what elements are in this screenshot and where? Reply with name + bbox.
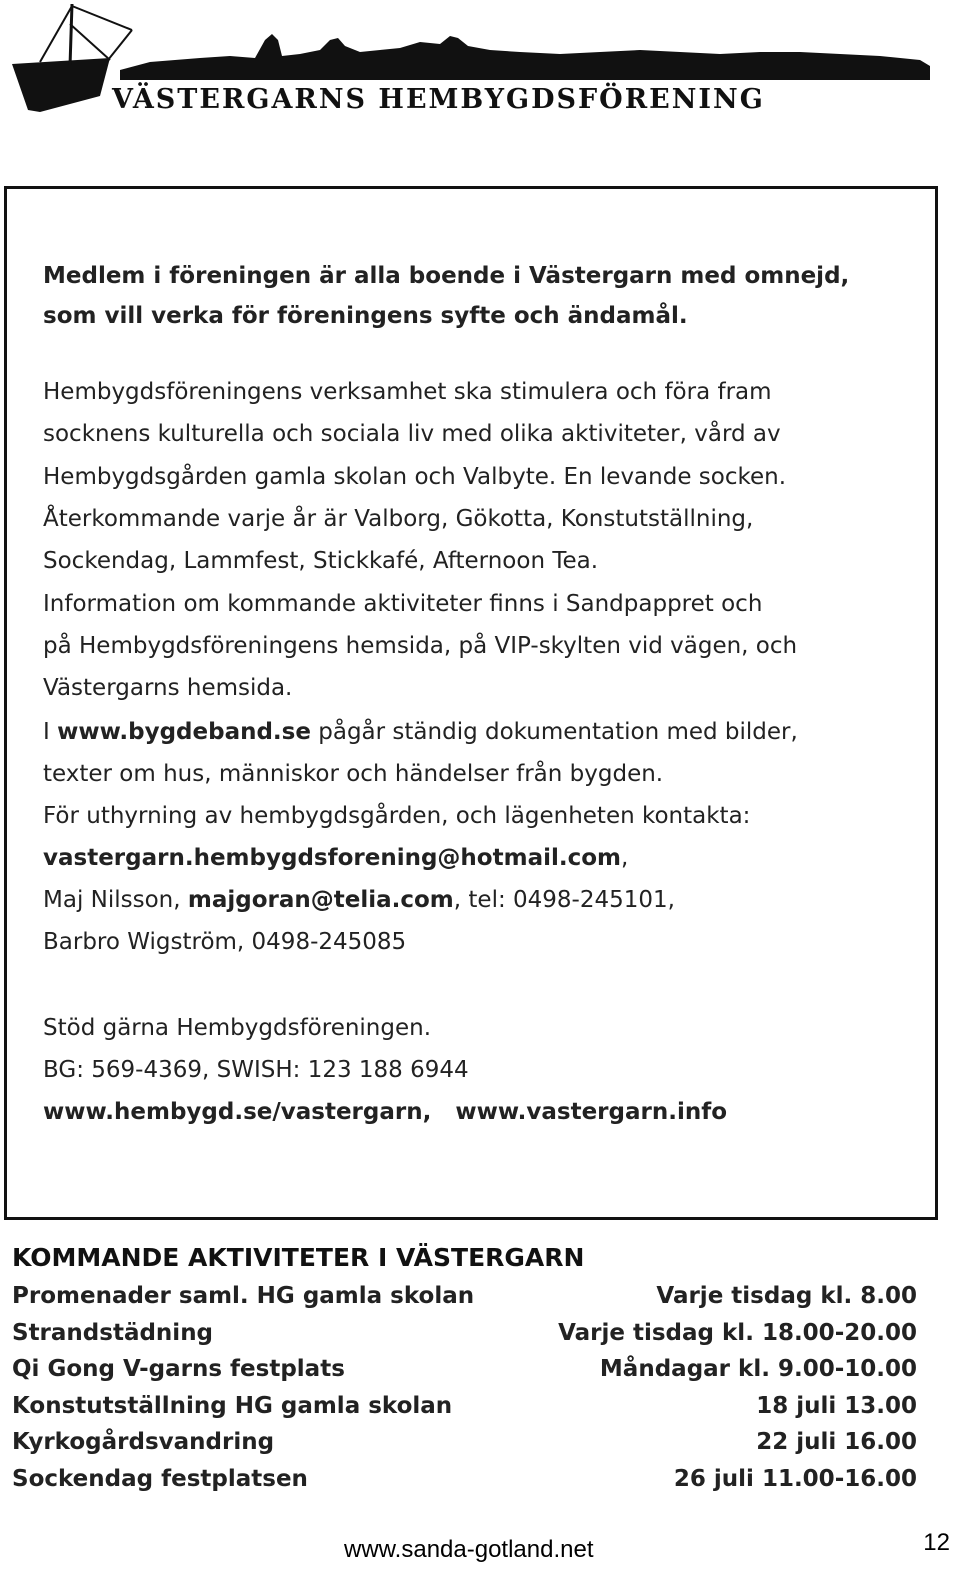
activity-row: [12, 1424, 917, 1461]
info-line: Västergarns hemsida.: [43, 675, 293, 701]
activities-section: [12, 1238, 917, 1497]
activity-name: Sockendag festplatsen: [12, 1465, 308, 1492]
info-line: Sockendag, Lammfest, Stickkafé, Afternoon Tea.: [43, 548, 599, 574]
contact-email-line: [43, 837, 628, 879]
page-number: 12: [923, 1529, 950, 1556]
maj-name: Maj Nilsson,: [43, 887, 188, 913]
vastergarn-info-link[interactable]: www.vastergarn.info: [455, 1099, 728, 1125]
activity-row: [12, 1278, 917, 1315]
documentation-line-2: texter om hus, människor och händelser från bygden.: [43, 761, 664, 787]
header: [0, 0, 960, 130]
rental-line: För uthyrning av hembygdsgården, och lägenheten kontakta:: [43, 803, 751, 829]
activities-title: KOMMANDE AKTIVITETER I VÄSTERGARN: [12, 1243, 585, 1272]
activity-name: Qi Gong V-garns festplats: [12, 1356, 345, 1382]
maj-contact-line: [43, 879, 675, 921]
activity-name: Konstutställning HG gamla skolan: [12, 1392, 453, 1419]
activity-time: Varje tisdag kl. 18.00-20.00: [558, 1319, 917, 1346]
support-line: Stöd gärna Hembygdsföreningen.: [43, 1015, 432, 1041]
activity-name: Strandstädning: [12, 1319, 214, 1346]
info-line: socknens kulturella och sociala liv med olika aktiviteter, vård av: [43, 421, 781, 447]
bygdeband-link[interactable]: www.bygdeband.se: [57, 719, 311, 745]
activity-row: [12, 1461, 917, 1498]
activity-row: [12, 1315, 917, 1352]
activity-name: Promenader saml. HG gamla skolan: [12, 1283, 475, 1309]
info-line: på Hembygdsföreningens hemsida, på VIP-skylten vid vägen, och: [43, 633, 798, 659]
activity-row: [12, 1351, 917, 1388]
info-line: Hembygdsföreningens verksamhet ska stimulera och föra fram: [43, 379, 772, 405]
activity-time: 26 juli 11.00-16.00: [673, 1465, 917, 1492]
info-line: Hembygdsgården gamla skolan och Valbyte. En levande socken.: [43, 464, 787, 490]
email-suffix: ,: [621, 845, 629, 871]
maj-email-link[interactable]: majgoran@telia.com: [187, 887, 454, 913]
doc-prefix: I: [43, 719, 58, 745]
url-line: [43, 1091, 727, 1133]
barbro-contact-line: Barbro Wigström, 0498-245085: [43, 929, 407, 955]
footer-url[interactable]: www.sanda-gotland.net: [344, 1536, 594, 1563]
intro-line-1: Medlem i föreningen är alla boende i Västergarn med omnejd,: [43, 263, 850, 289]
payment-line: BG: 569-4369, SWISH: 123 188 6944: [43, 1057, 469, 1083]
info-line: Återkommande varje år är Valborg, Gökotta, Konstutställning,: [43, 506, 754, 532]
org-name: VÄSTERGARNS HEMBYGDSFÖRENING: [112, 84, 765, 115]
activity-time: Varje tisdag kl. 8.00: [656, 1283, 917, 1309]
association-email-link[interactable]: vastergarn.hembygdsforening@hotmail.com: [43, 845, 621, 871]
documentation-line: [43, 711, 798, 753]
activity-name: Kyrkogårdsvandring: [12, 1429, 275, 1455]
info-line: Information om kommande aktiviteter finns i Sandpappret och: [43, 591, 763, 617]
maj-phone: , tel: 0498-245101,: [453, 887, 675, 913]
info-box: [4, 186, 938, 1220]
hembygd-link[interactable]: www.hembygd.se/vastergarn,: [43, 1099, 432, 1125]
intro-line-2: som vill verka för föreningens syfte och ändamål.: [43, 303, 688, 329]
activity-row: [12, 1388, 917, 1425]
activity-time: 18 juli 13.00: [756, 1392, 917, 1419]
activity-time: Måndagar kl. 9.00-10.00: [599, 1356, 917, 1382]
doc-suffix: pågår ständig dokumentation med bilder,: [310, 719, 798, 745]
activity-time: 22 juli 16.00: [756, 1429, 917, 1455]
